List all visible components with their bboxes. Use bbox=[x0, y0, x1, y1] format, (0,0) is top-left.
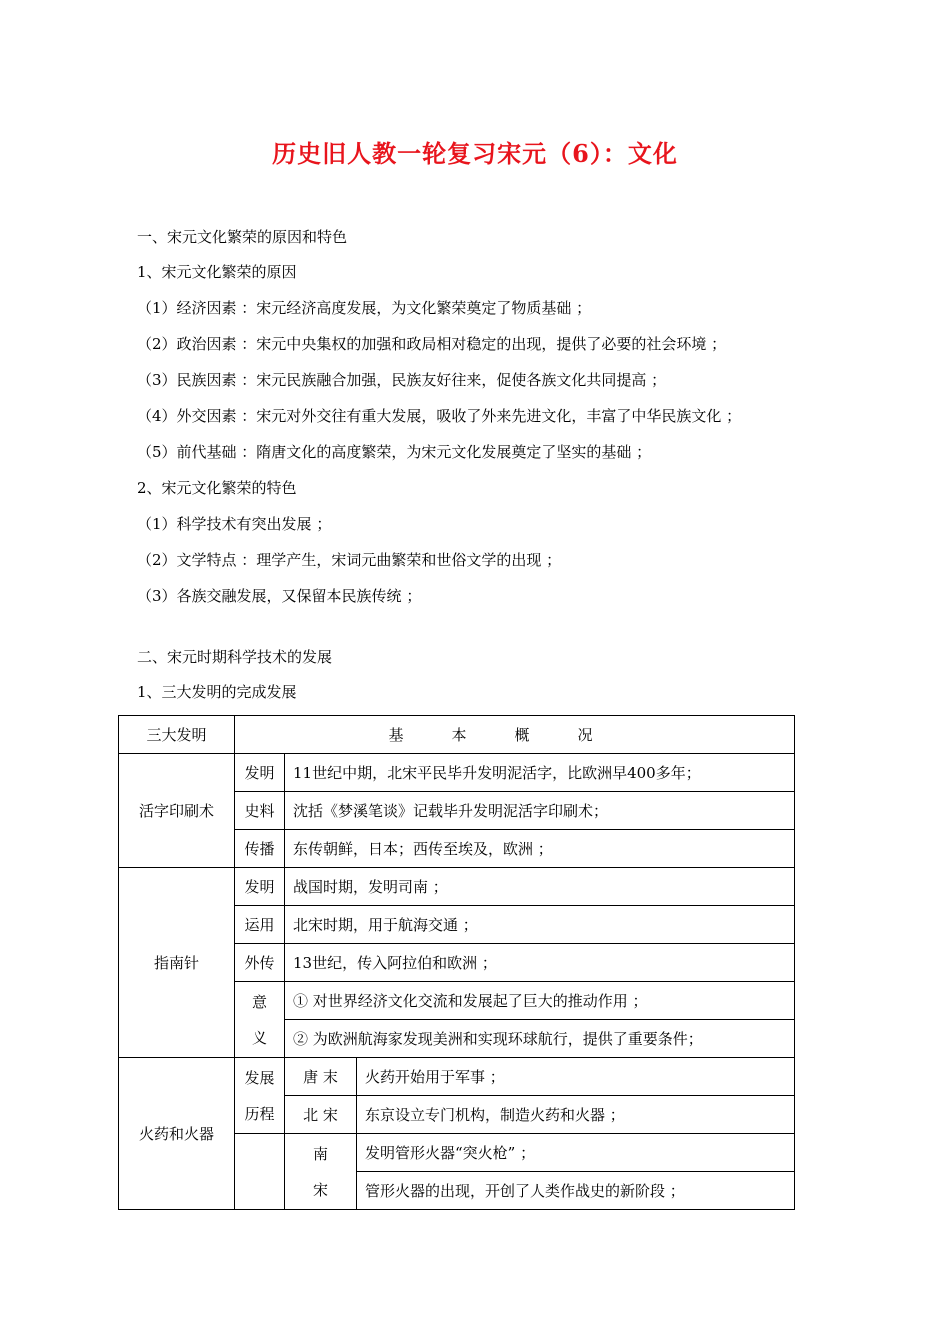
stage-label-line: 发展 bbox=[244, 1068, 275, 1087]
list-item: （2）政治因素 ：宋元中央集权的加强和政局相对稳定的出现，提供了必要的社会环境 ； bbox=[137, 335, 727, 353]
significance-label bbox=[235, 982, 285, 1058]
row-text: 北宋时期，用于航海交通 ； bbox=[285, 906, 795, 944]
row-label: 发明 bbox=[235, 754, 285, 792]
row-text: ② 为欧洲航海家发现美洲和实现环球航行，提供了重要条件； bbox=[285, 1020, 795, 1058]
row-text: 沈括《梦溪笔谈》记载毕升发明泥活字印刷术； bbox=[285, 792, 795, 830]
row-label: 外传 bbox=[235, 944, 285, 982]
list-item: （2）文学特点 ：理学产生，宋词元曲繁荣和世俗文学的出现 ； bbox=[137, 551, 562, 569]
table-header-row bbox=[119, 716, 795, 754]
header-cell: 基本概况 bbox=[235, 716, 795, 754]
row-label: 发明 bbox=[235, 868, 285, 906]
invention-name: 活字印刷术 bbox=[119, 754, 235, 868]
significance-label-char: 义 bbox=[251, 1028, 267, 1047]
list-item: （1）经济因素 ：宋元经济高度发展，为文化繁荣奠定了物质基础 ； bbox=[137, 299, 592, 317]
row-text: 火药开始用于军事 ； bbox=[357, 1058, 795, 1096]
significance-label-char: 意 bbox=[251, 992, 267, 1011]
period-label: 北 宋 bbox=[285, 1096, 357, 1134]
row-text: 11世纪中期，北宋平民毕升发明泥活字，比欧洲早400多年； bbox=[285, 754, 795, 792]
row-text: 管形火器的出现，开创了人类作战史的新阶段 ； bbox=[357, 1172, 795, 1210]
row-text: 发明管形火器“突火枪” ； bbox=[357, 1134, 795, 1172]
stage-label-line: 历程 bbox=[244, 1104, 275, 1123]
row-text: 东传朝鲜，日本；西传至埃及，欧洲 ； bbox=[285, 830, 795, 868]
subsection-heading: 2、宋元文化繁荣的特色 bbox=[137, 479, 297, 497]
row-label: 史料 bbox=[235, 792, 285, 830]
subsection-heading: 1、宋元文化繁荣的原因 bbox=[137, 263, 297, 281]
subsection-heading: 1、三大发明的完成发展 bbox=[137, 683, 297, 701]
header-cell: 三大发明 bbox=[119, 716, 235, 754]
row-text: 东京设立专门机构，制造火药和火器 ； bbox=[357, 1096, 795, 1134]
list-item: （3）各族交融发展，又保留本民族传统 ； bbox=[137, 587, 422, 605]
list-item: （4）外交因素 ：宋元对外交往有重大发展，吸收了外来先进文化，丰富了中华民族文化 ； bbox=[137, 407, 742, 425]
inventions-table bbox=[118, 715, 795, 1210]
row-text: ① 对世界经济文化交流和发展起了巨大的推动作用 ； bbox=[285, 982, 795, 1020]
section-heading: 一、宋元文化繁荣的原因和特色 bbox=[137, 228, 348, 246]
table-row bbox=[119, 1058, 795, 1096]
row-label: 传播 bbox=[235, 830, 285, 868]
period-label-char: 宋 bbox=[312, 1180, 328, 1199]
stage-label bbox=[235, 1058, 285, 1134]
page-title: 历史旧人教一轮复习宋元（6）：文化 bbox=[272, 139, 678, 168]
row-text: 战国时期，发明司南 ； bbox=[285, 868, 795, 906]
invention-name: 火药和火器 bbox=[119, 1058, 235, 1210]
empty-cell bbox=[235, 1134, 285, 1210]
period-label bbox=[285, 1134, 357, 1210]
row-label: 运用 bbox=[235, 906, 285, 944]
table-row bbox=[119, 754, 795, 792]
list-item: （5）前代基础 ：隋唐文化的高度繁荣，为宋元文化发展奠定了坚实的基础 ； bbox=[137, 443, 652, 461]
period-label: 唐 末 bbox=[285, 1058, 357, 1096]
table-row bbox=[119, 868, 795, 906]
list-item: （3）民族因素 ：宋元民族融合加强，民族友好往来，促使各族文化共同提高 ； bbox=[137, 371, 667, 389]
period-label-char: 南 bbox=[312, 1144, 328, 1163]
invention-name: 指南针 bbox=[119, 868, 235, 1058]
list-item: （1）科学技术有突出发展 ； bbox=[137, 515, 332, 533]
row-text: 13世纪，传入阿拉伯和欧洲 ； bbox=[285, 944, 795, 982]
section-heading: 二、宋元时期科学技术的发展 bbox=[137, 648, 333, 666]
